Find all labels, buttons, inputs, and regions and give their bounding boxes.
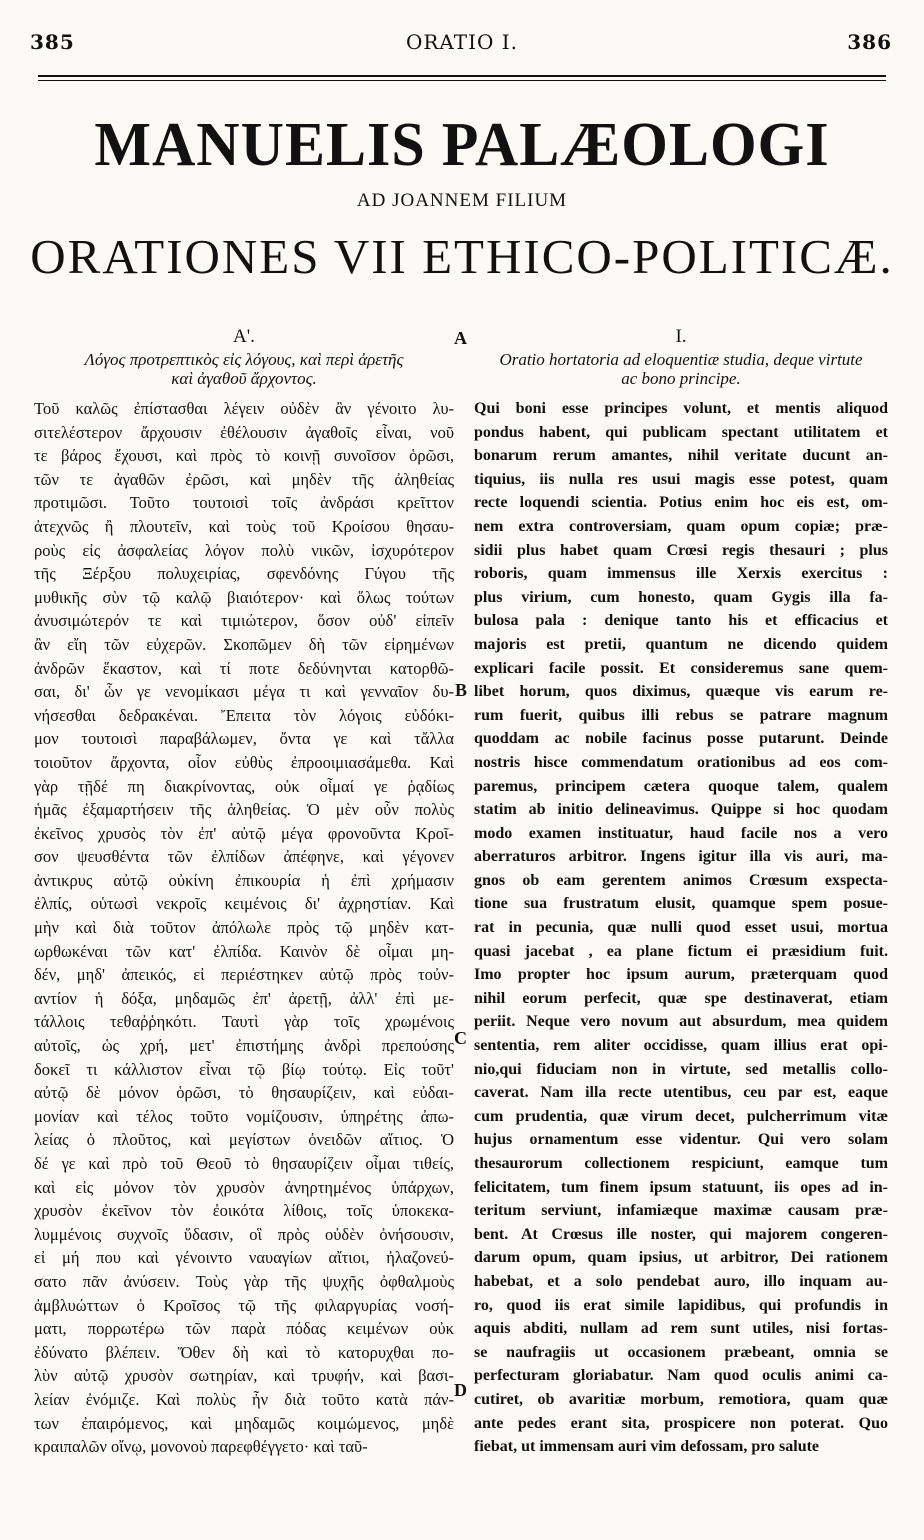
latin-text-line: periit. Neque vero novum aut absurdum, mea quidem [474, 1013, 888, 1031]
latin-text-line: explicari facile possit. Et consideremus sane quem- [474, 659, 888, 677]
page-header [0, 30, 924, 60]
greek-text-line: ἀνδρῶν ἕκαστον, καὶ τί ποτε δεδύνηνται κατορθῶ- [34, 658, 454, 678]
page-number-right: 386 [847, 30, 892, 54]
latin-text-line: pondus habent, qui publicam spectant utilitatem et [474, 423, 888, 441]
latin-text-line: paremus, principem cætera quoque talem, qualem [474, 777, 888, 795]
greek-text-line: προτιμῶσι. Τοῦτο τουτοισὶ τοῖς ἀνδράσι κρεῖττον [34, 493, 454, 513]
latin-subtitle-line: ac bono principe. [621, 369, 741, 388]
latin-text-line: Qui boni esse principes volunt, et mentis aliquod [474, 400, 888, 417]
greek-subtitle [34, 350, 454, 388]
margin-marker-b: B [455, 680, 468, 700]
orationes-title: ORATIONES VII ETHICO-POLITICÆ. [30, 229, 894, 284]
latin-text-line: modo examen instituatur, haud facile nos a vero [474, 824, 888, 842]
latin-text-line: ante pedes erant sita, prospicere non poterat. Quo [474, 1414, 888, 1432]
greek-text-line: τάλλοις τεθαῤῥηκότι. Ταυτὶ γὰρ τοῖς χρωμένοις [34, 1012, 454, 1032]
latin-text-line: nem extra controversiam, quam opum copiæ; præ- [474, 517, 888, 535]
greek-text-line: γὰρ τῇδέ πη διακρίνοντας, οὐκ οἶμαί γε ῥᾳδίως [34, 776, 454, 796]
greek-text-line: σαι, δι' ὧν γε νενομίκασι μέγα τι καὶ γενναῖον δυ- [34, 682, 454, 702]
latin-text-line: rat in pecunia, quæ nulli quod esset usui, mortua [474, 919, 888, 937]
latin-text-line: aquis abditi, nullam ad rem sunt utiles, nisi fortas- [474, 1320, 888, 1338]
latin-text-line: libet horum, quos diximus, quæque vis earum re- [474, 683, 888, 701]
greek-text-line: δέν, μηδ' ἀπεικός, εἰ περιέστηκεν αὐτῷ πρὸς τοὐν- [34, 965, 454, 985]
greek-text-line: δέ γε καὶ πρὸ τοῦ Θεοῦ τὸ θησαυρίζειν οἶμαι τιθείς, [34, 1154, 454, 1173]
latin-text-line: bonarum rerum amantes, nihil veritate ducunt an- [474, 447, 888, 465]
latin-text-line: perfecturam gloriabatur. Nam quod oculis animi ca- [474, 1367, 888, 1385]
latin-text-line: thesaurorum collectionem respiciunt, eamque tum [474, 1155, 888, 1172]
latin-text-line: quasi jacebat , ea plane fictum ei præsidium fuit. [474, 942, 888, 960]
margin-marker-d: D [454, 1380, 467, 1400]
margin-marker-a: A [454, 328, 467, 348]
header-rule-thick [38, 75, 886, 77]
latin-text-line: bulosa pala : denique tanto his et efficacius et [474, 612, 888, 630]
greek-text-line: τε βάρος ἔχουσι, καὶ πρὸς τὸ κοινῇ συνοῖσον ὁρῶσι, [34, 446, 454, 466]
latin-text-line: habebat, et a solo pendebat auro, illo inquam au- [474, 1272, 888, 1290]
latin-text-line: bent. At Crœsus ille noster, qui majorem congeren- [474, 1225, 888, 1243]
greek-text-line: τῶν τε ἀγαθῶν ἐρῶσι, καὶ μηδὲν τῆς ἀληθείας [34, 469, 454, 489]
greek-text-line: τῆς Ξέρξου πολυχειρίας, σφενδόνης Γύγου τῆς [34, 564, 454, 584]
greek-text-line: ωρθωκέναι τῶν κατ' ἐλπίδα. Καινὸν δὲ οἶμαι μη- [34, 941, 454, 961]
latin-text-line: sidii plus habet quam Crœsi regis thesauri ; plus [474, 541, 888, 559]
latin-text-line: cum prudentia, quæ virum decet, pulcherrimum vitæ [474, 1107, 888, 1125]
latin-text-line: nio,qui fiduciam non in virtute, sed metallis collo- [474, 1060, 888, 1078]
latin-text-line: cutiret, ob avaritiæ morbum, remotiora, quam quæ [474, 1390, 888, 1408]
margin-marker-c: C [454, 1028, 467, 1048]
latin-subtitle-line: Oratio hortatoria ad eloquentiæ studia, deque virtute [499, 350, 863, 369]
latin-text-line: nihil eorum perfecit, quæ spe destinaverat, etiam [474, 989, 888, 1007]
greek-text-line: σον ψευσθέντα τῶν ἐλπίδων ἀπέφηνε, καὶ γέγονεν [34, 847, 454, 867]
greek-column [34, 326, 454, 1459]
greek-text-line: λείαν ἐνόμιζε. Καὶ πολὺς ἦν διὰ τοῦτο κατὰ πάν- [34, 1389, 454, 1409]
latin-text-line: recte loquendi scientia. Potius enim hoc eis est, om- [474, 494, 888, 512]
greek-text-line: νήσεσθαι δεδρακέναι. Ἔπειτα τὸν λόγοις εὐδόκι- [34, 705, 454, 725]
greek-text-line: ἀμβλυώττων ὁ Κροῖσος τῷ τῆς φιλαργυρίας νοσή- [34, 1295, 454, 1315]
latin-text-line: fiebat, ut immensam auri vim defossam, pro salute [474, 1438, 820, 1456]
latin-text-line: tiquius, iis nulla res usui magis esse potest, quam [474, 470, 888, 488]
greek-text-line: τοιοῦτον ἄρχοντα, οἷον εὐθὺς ἐπροοιμιασάμεθα. Καὶ [34, 752, 454, 772]
latin-text-line: caverat. Nam illa recte utentibus, ceu par est, eaque [474, 1084, 888, 1102]
greek-text-line: λείας ὁ πλοῦτος, καὶ μεγίστων ὀνειδῶν αἴτιος. Ὁ [34, 1130, 454, 1150]
latin-text-line: felicitatem, tum finem ipsum statuunt, iis opes ad in- [474, 1178, 888, 1196]
greek-text-line: ἡμᾶς ἐξαμαρτήσειν τῆς ἀληθείας. Ὁ μὲν οὖν πολὺς [34, 800, 454, 820]
latin-text-line: majoris est pretii, quantum ne dicendo quidem [474, 635, 888, 653]
greek-text-line: καὶ εἰς μόνον τὸν χρυσὸν ἀνηρτημένος ὑπάρχων, [34, 1177, 454, 1197]
greek-text-line: εἰ μή που καὶ γένοιντο ναυαγίων αἴτιοι, ἠλαζονεύ- [34, 1248, 454, 1268]
greek-text-line: ἐδύνατο βλέπειν. Ὅθεν δὴ καὶ τὸ κατορυχθαι πο- [34, 1342, 454, 1362]
latin-text-line: quoddam ac nobile facinus posse putarunt. Deinde [474, 730, 888, 748]
greek-text-line: Τοῦ καλῶς ἐπίστασθαι λέγειν οὐδὲν ἂν γένοιτο λυ- [34, 399, 454, 418]
greek-text-line: ἐκεῖνος χρυσὸς τὸν ἐπ' αὐτῷ μέγα φρονοῦντα Κροῖ- [34, 823, 454, 843]
greek-heading: Α'. [233, 326, 255, 347]
latin-text-line: rum fuerit, quibus illi rebus se patrare magnum [474, 706, 888, 724]
greek-text-line: μον τουτοισὶ παραβάλωμεν, ὄντα γε καὶ τἄλλα [34, 729, 454, 749]
latin-text-line: gnos ob eam gerentem animos Crœsum exspecta- [474, 871, 888, 889]
greek-text-line: χρυσὸν ἐκεῖνον τὸν ἐοικότα λίθοις, τοῖς ὑποκεκα- [34, 1201, 454, 1221]
running-title: ORATIO I. [405, 30, 519, 54]
greek-text-line: κραιπαλῶν οἴνῳ, μονονοὺ παρεφθέγγετο· καὶ ταῦ- [34, 1437, 368, 1457]
greek-text-line: σατο πᾶν ἀνύσειν. Τοὺς γὰρ τῆς ψυχῆς ὀφθαλμοὺς [34, 1271, 454, 1291]
greek-text-line: λυμμένοις συχνοῖς ὕδασιν, οἳ πρὸς οὐδὲν ὀνήσουσιν, [34, 1224, 454, 1244]
latin-text-line: hujus ornamentum esse videntur. Qui vero solam [474, 1131, 888, 1149]
greek-text-line: ἀνυσιμώτερόν τε καὶ τιμιώτερον, ὅσον οὐδ' εἰπεῖν [34, 611, 454, 631]
greek-text-line: μυθικῆς σὺν τῷ καλῷ βιαιότερον· καὶ ὅλως τούτων [34, 587, 454, 607]
latin-text-line: ro, quod iis erat simile lapidibus, qui profundis in [474, 1296, 888, 1314]
latin-text-line: sententia, rem aliter occidisse, quam illius erat opi- [474, 1037, 888, 1055]
greek-text-line: ἂν εἴη τῶν εὐχερῶν. Σκοπῶμεν δὴ τῶν εἰρημένων [34, 634, 454, 654]
greek-text-line: ἀντικρυς αὐτῷ οὐκίνη ἐπικουρία ἡ ἐπὶ χρήμασιν [34, 870, 454, 890]
greek-text-line: ἀτεχνῶς ἢ πλουτεῖν, καὶ τοὺς τοῦ Κροίσου θησαυ- [34, 516, 454, 536]
latin-text-line: tione sua frustratum elusit, quamque spem posue- [474, 895, 888, 913]
latin-text-line: roboris, quam immensus ille Xerxis exercitus : [474, 565, 888, 583]
latin-text [474, 397, 888, 1459]
greek-text-line: σιτελέστερον ἄρχουσιν ἐθέλουσιν ἀγαθοῖς εἶναι, νοῦ [34, 422, 454, 442]
latin-subtitle [474, 350, 888, 388]
latin-text-line: nostris hisce commendatum orationibus ad eos com- [474, 753, 888, 771]
latin-text-line: darum opum, quam ipsius, ut arbitror, Dei rationem [474, 1249, 888, 1267]
page-number-left: 385 [30, 30, 75, 54]
greek-text-line: μονίαν καὶ τέλος τοῦτο νομίζουσιν, ὑπηρέτης ἀπω- [34, 1106, 454, 1126]
greek-text-line: αντίον ἡ δόξα, μηδαμῶς ἐπ' ἀρετῇ, ἀλλ' ἐπὶ με- [34, 988, 454, 1008]
latin-text-line: plus virium, cum honesto, quam Gygis illa fa- [474, 588, 888, 606]
greek-text-line: αὐτοῖς, ὡς χρή, μετ' ἐπιστήμης ἀνδρὶ πρεπούσης [34, 1036, 454, 1056]
main-title: MANUELIS PALÆOLOGI [94, 109, 830, 179]
latin-heading: I. [675, 326, 687, 347]
greek-subtitle-line: καὶ ἀγαθοῦ ἄρχοντος. [171, 369, 317, 388]
greek-text-line: αὐτῷ δὲ μόνον ὁρῶσι, τὸ θησαυρίζειν, καὶ εὐδαι- [34, 1083, 454, 1103]
header-rule-thin [38, 80, 886, 81]
greek-text-line: δοκεῖ τι κάλλιστον εἶναι τῷ βίῳ τούτῳ. Εἰς τοῦτ' [34, 1059, 454, 1079]
latin-text-line: se naufragiis ut occasionem præbeant, omnia se [474, 1343, 888, 1361]
greek-text-line: των ἐπαιρόμενος, καὶ μηδαμῶς κοιμώμενος, μηδὲ [34, 1413, 454, 1433]
latin-text-line: statim ab initio delineavimus. Quippe si hoc quodam [474, 801, 888, 819]
latin-text-line: Imo propter hoc ipsum aurum, præterquam quod [474, 966, 888, 984]
greek-text-line: ἐλπίς, οὑτωσὶ νεκροῖς κειμένοις δι' ἀχρηστίαν. Καὶ [34, 894, 454, 914]
greek-text-line: ροὺς εἰς ἀσφαλείας λόγον πολὺ νικῶν, ἰσχυρότερον [34, 540, 454, 560]
greek-text-line: μὴν καὶ διὰ τοῦτον ἀπόλωλε πρὸς τῷ μηδὲν κατ- [34, 918, 454, 938]
latin-text-line: teritum serviunt, infamiæque maximæ causam præ- [474, 1202, 888, 1220]
greek-text-line: λὺν αὐτῷ χρυσὸν σωτηρίαν, καὶ τρυφήν, καὶ βασι- [34, 1366, 454, 1386]
sub-title: AD JOANNEM FILIUM [356, 190, 568, 211]
greek-text [34, 397, 454, 1459]
greek-subtitle-line: Λόγος προτρεπτικὸς εἰς λόγους, καὶ περὶ ἀρετῆς [84, 350, 404, 369]
greek-text-line: ματι, πορρωτέρω τῶν παρὰ πόδας κειμένων οὐκ [34, 1319, 454, 1339]
latin-text-line: aberraturos arbitror. Ingens igitur illa vis auri, ma- [474, 848, 888, 866]
latin-column [474, 326, 888, 1459]
